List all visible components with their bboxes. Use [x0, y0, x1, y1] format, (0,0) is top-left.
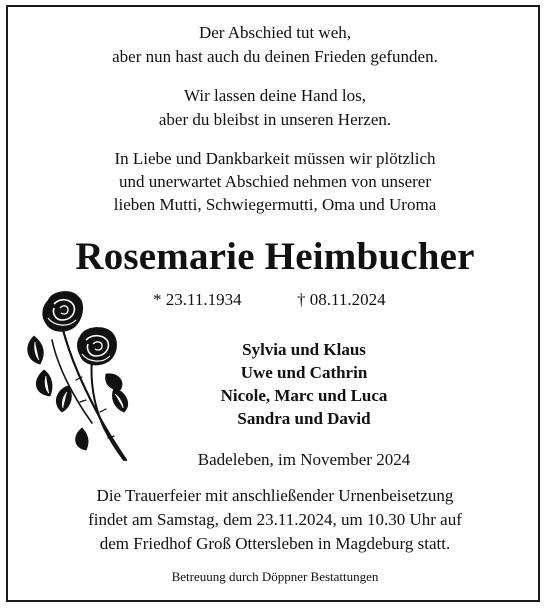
poem-line-4: aber du bleibst in unseren Herzen. [158, 110, 392, 129]
undertaker-credit: Betreuung durch Döppner Bestattungen [171, 569, 379, 584]
poem-line-3: Wir lassen deine Hand los, [183, 86, 367, 105]
funeral-line-2: findet am Samstag, dem 23.11.2024, um 10.30 Uhr auf [88, 510, 462, 529]
place-date: Badeleben, im November 2024 [197, 450, 411, 469]
poem-line-1: Der Abschied tut weh, [198, 23, 352, 42]
intro-line-3: lieben Mutti, Schwiegermutti, Oma und Uroma [113, 195, 437, 214]
poem-line-2: aber nun hast auch du deinen Frieden gefunden. [112, 47, 438, 66]
family-line-3: Nicole, Marc und Luca [220, 386, 388, 405]
family-line-2: Uwe und Cathrin [240, 363, 368, 382]
deceased-name: Rosemarie Heimbucher [75, 235, 475, 278]
family-line-4: Sandra und David [237, 409, 371, 428]
intro-line-1: In Liebe und Dankbarkeit müssen wir plötzlich [114, 149, 436, 168]
birth-date: * 23.11.1934 [153, 290, 242, 309]
intro-line-2: und unerwartet Abschied nehmen von unserer [118, 172, 432, 191]
family-line-1: Sylvia und Klaus [242, 340, 366, 359]
funeral-line-1: Die Trauerfeier mit anschließender Urnenbeisetzung [96, 486, 454, 505]
funeral-line-3: dem Friedhof Groß Ottersleben in Magdeburg statt. [99, 534, 451, 553]
death-date: † 08.11.2024 [297, 290, 386, 309]
